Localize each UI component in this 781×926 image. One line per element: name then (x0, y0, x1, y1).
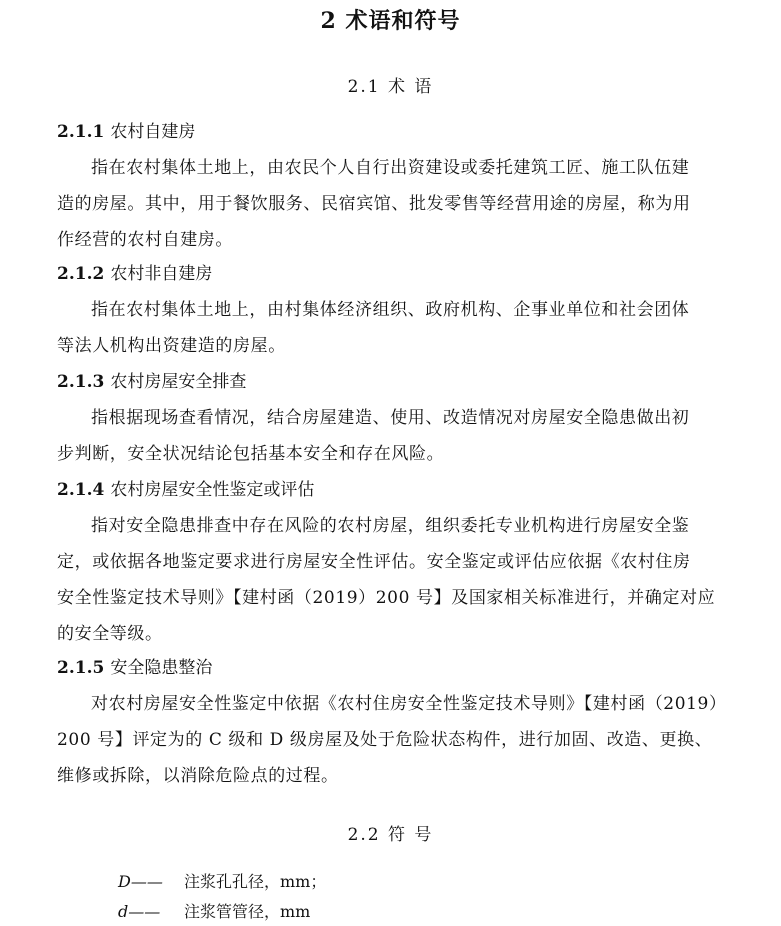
term-heading-2-1-5 (57, 650, 747, 686)
term-number: 2.1.5 (57, 658, 105, 678)
paragraph-line: 维修或拆除，以消除危险点的过程。 (57, 766, 339, 786)
paragraph-line: 造的房屋。其中，用于餐饮服务、民宿宾馆、批发零售等经营用途的房屋，称为用 (57, 194, 691, 214)
paragraph-line: 指在农村集体土地上，由村集体经济组织、政府机构、企事业单位和社会团体 (91, 300, 690, 320)
term-number: 2.1.4 (57, 480, 105, 500)
term-number: 2.1.1 (57, 122, 105, 142)
term-heading-2-1-3 (57, 364, 747, 400)
paragraph-line: 的安全等级。 (57, 624, 163, 644)
symbol: D—— (118, 872, 163, 891)
term-name: 农村非自建房 (110, 264, 213, 284)
term-number: 2.1.3 (57, 372, 105, 392)
paragraph-line: 200 号】评定为的 C 级和 D 级房屋及处于危险状态构件，进行加固、改造、更换、 (57, 730, 713, 750)
term-heading-2-1-2 (57, 256, 747, 292)
symbol-description: 注浆管管径，mm (184, 902, 311, 921)
term-definition-2-1-3 (57, 400, 737, 472)
symbol-row (118, 868, 326, 896)
term-heading-2-1-4 (57, 472, 747, 508)
term-name: 安全隐患整治 (110, 658, 213, 678)
paragraph-line: 指在农村集体土地上，由农民个人自行出资建设或委托建筑工匠、施工队伍建 (91, 158, 690, 178)
paragraph-line: 对农村房屋安全性鉴定中依据《农村住房安全性鉴定技术导则》【建村函（2019） (91, 694, 727, 714)
term-definition-2-1-5 (57, 686, 737, 794)
paragraph-line: 作经营的农村自建房。 (57, 230, 233, 250)
paragraph-line: 指对安全隐患排查中存在风险的农村房屋，组织委托专业机构进行房屋安全鉴 (91, 516, 690, 536)
section-title-symbols: 2.2 符 号 (347, 825, 434, 845)
term-name: 农村房屋安全排查 (110, 372, 247, 392)
symbol: d—— (118, 902, 161, 921)
term-number: 2.1.2 (57, 264, 105, 284)
paragraph-line: 安全性鉴定技术导则》【建村函（2019）200 号】及国家相关标准进行，并确定对应 (57, 588, 716, 608)
term-name: 农村房屋安全性鉴定或评估 (110, 480, 315, 500)
section-title-terms: 2.1 术 语 (347, 77, 434, 97)
term-name: 农村自建房 (110, 122, 196, 142)
symbol-row (118, 898, 310, 926)
term-heading-2-1-1 (57, 114, 747, 150)
paragraph-line: 定，或依据各地鉴定要求进行房屋安全性评估。安全鉴定或评估应依据《农村住房 (57, 552, 691, 572)
paragraph-line: 步判断，安全状况结论包括基本安全和存在风险。 (57, 444, 445, 464)
symbol-description: 注浆孔孔径，mm； (184, 872, 327, 891)
chapter-title: 2 术语和符号 (320, 8, 461, 34)
paragraph-line: 等法人机构出资建造的房屋。 (57, 336, 286, 356)
term-definition-2-1-1 (57, 150, 737, 258)
term-definition-2-1-2 (57, 292, 737, 364)
term-definition-2-1-4 (57, 508, 737, 652)
paragraph-line: 指根据现场查看情况，结合房屋建造、使用、改造情况对房屋安全隐患做出初 (91, 408, 690, 428)
